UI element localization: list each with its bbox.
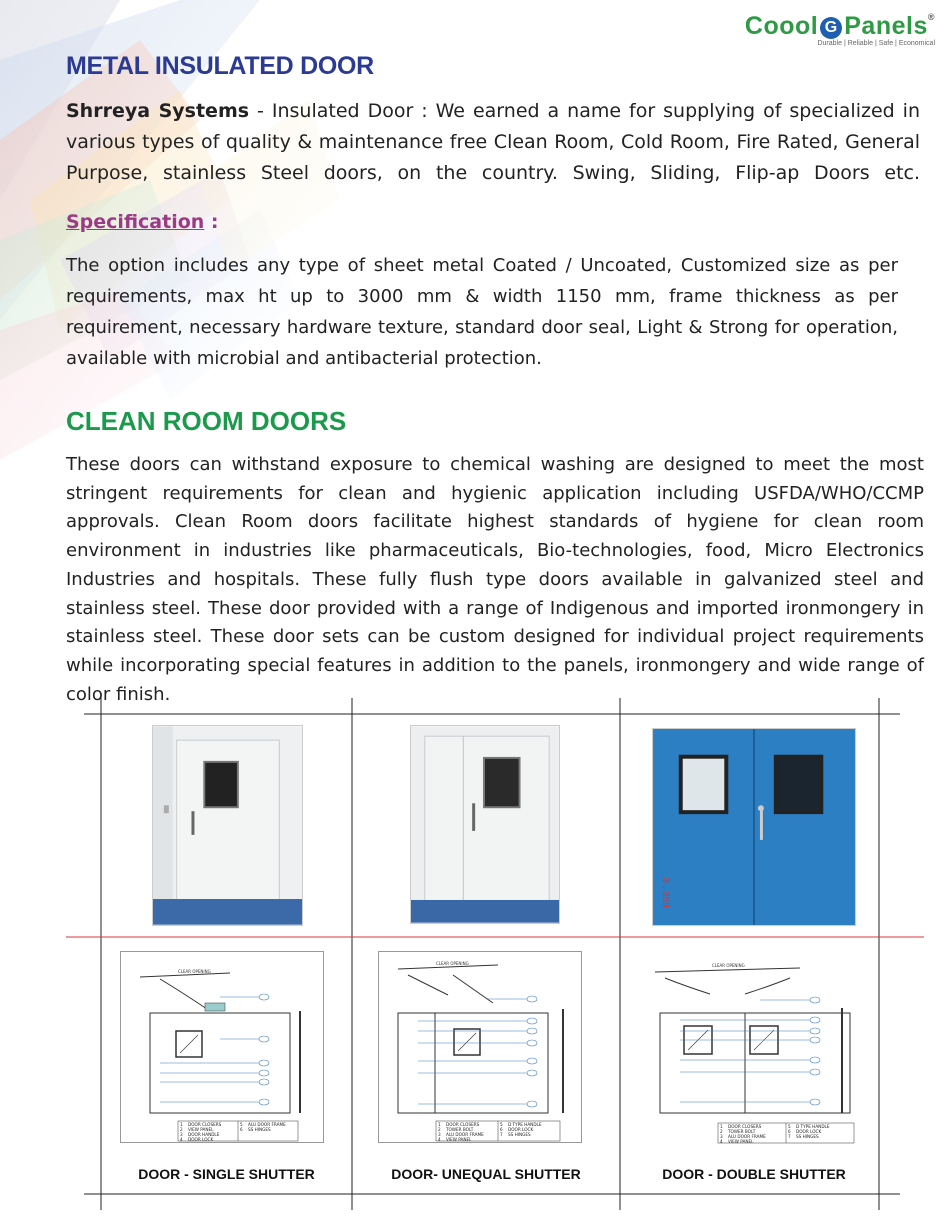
logo-text-panels: Panels (844, 12, 928, 40)
legend-3-7: 7 (788, 1134, 791, 1139)
clear-opening-label: CLEAR OPENING (712, 963, 745, 968)
logo-tagline: Durable | Reliable | Safe | Economical (817, 40, 935, 47)
legend-3-4-text: VIEW PANEL (728, 1139, 754, 1144)
legend-1-4-text: DOOR LOCK (188, 1137, 214, 1142)
legend-2-2: 2 (438, 1127, 441, 1132)
clean-room-paragraph: These doors can withstand exposure to chemical washing are designed to meet the most stringent requirements for clean and hygienic application including USFDA/WHO/CCMP approvals. Clean Room doors facilitate highest standards of hygiene for clean room environment in industries like pharmaceuticals, Bio-technologies, food, Micro Electronics Industries and hospitals. These fully flush type doors available in galvanized steel and stainless steel. These door provided with a range of Indigenous and imported ironmongery in stainless steel. These door sets can be custom designed for individual project requirements while incorporating special features in addition to the panels, ironmongery and wide range of color finish. (66, 454, 924, 705)
legend-1-1: 1 (180, 1122, 183, 1127)
legend-1-2: 2 (180, 1127, 183, 1132)
caption-double-shutter: DOOR - DOUBLE SHUTTER (662, 1166, 846, 1182)
section-title-metal-insulated-door: METAL INSULATED DOOR (66, 52, 374, 80)
legend-1-6-text: SS HINGES (248, 1127, 271, 1132)
photo-stamp: 3 . 359 (659, 877, 671, 908)
legend-3-5-text: D TYPE HANDLE (796, 1124, 830, 1129)
legend-2-6-text: DOOR LOCK (508, 1127, 534, 1132)
legend-3-4: 4 (720, 1139, 723, 1144)
legend-3-1: 1 (720, 1124, 723, 1129)
company-logo (745, 4, 935, 47)
specification-colon: : (204, 211, 219, 233)
double-shutter-diagram (650, 958, 860, 1144)
legend-3-7-text: SS HINGES (796, 1134, 819, 1139)
legend-2-6: 6 (500, 1127, 503, 1132)
legend-3-6: 6 (788, 1129, 791, 1134)
registered-mark: ® (927, 12, 935, 22)
blue-double-door-photo (652, 728, 856, 926)
white-single-door-photo (152, 725, 303, 926)
legend-3-2: 2 (720, 1129, 723, 1134)
single-shutter-diagram (120, 951, 324, 1143)
legend-2-3-text: ALU DOOR FRAME (446, 1132, 484, 1137)
unequal-shutter-diagram (378, 951, 582, 1143)
clear-opening-label: CLEAR OPENING (178, 969, 211, 974)
legend-2-1: 1 (438, 1122, 441, 1127)
legend-1-5: 5 (240, 1122, 243, 1127)
brand-name: Shrreya Systems (66, 100, 250, 122)
caption-single-shutter: DOOR - SINGLE SHUTTER (138, 1166, 315, 1182)
legend-3-3: 3 (720, 1134, 723, 1139)
legend-3-5: 5 (788, 1124, 791, 1129)
legend-2-5: 5 (500, 1122, 503, 1127)
legend-1-3: 3 (180, 1132, 183, 1137)
clear-opening-label: CLEAR OPENING (436, 961, 469, 966)
legend-1-6: 6 (240, 1127, 243, 1132)
legend-2-3: 3 (438, 1132, 441, 1137)
logo-g-icon: G (820, 17, 842, 39)
legend-2-7-text: SS HINGES (508, 1132, 531, 1137)
legend-3-2-text: TOWER BOLT (728, 1129, 756, 1134)
legend-2-1-text: DOOR CLOSERS (446, 1122, 480, 1127)
section-title-clean-room-doors: CLEAN ROOM DOORS (66, 406, 347, 436)
legend-3-6-text: DOOR LOCK (796, 1129, 822, 1134)
legend-1-3-text: DOOR HANDLE (188, 1132, 220, 1137)
legend-2-4: 4 (438, 1137, 441, 1142)
specification-heading (66, 211, 219, 233)
legend-1-5-text: ALU DOOR FRAME (248, 1122, 286, 1127)
intro-text: - Insulated Door : We earned a name for supplying of specialized in various types of quality & maintenance free Clean Room, Cold Room, Fire Rated, General Purpose, stainless Steel doors, on the country. Swing, Sliding, Flip-ap Doors etc. (66, 100, 920, 184)
specification-paragraph: The option includes any type of sheet metal Coated / Uncoated, Customized size as per requirements, max ht up to 3000 mm & width 1150 mm, frame thickness as per requirement, necessary hardware texture, standard door seal, Light & Strong for operation, available with microbial and antibacterial protection. (66, 255, 898, 369)
specification-label: Specification (66, 211, 205, 233)
legend-2-5-text: D TYPE HANDLE (508, 1122, 542, 1127)
legend-3-1-text: DOOR CLOSERS (728, 1124, 762, 1129)
legend-3-3-text: ALU DOOR FRAME (728, 1134, 766, 1139)
legend-1-2-text: VIEW PANEL (188, 1127, 214, 1132)
caption-unequal-shutter: DOOR- UNEQUAL SHUTTER (391, 1166, 581, 1182)
legend-1-4: 4 (180, 1137, 183, 1142)
legend-2-7: 7 (500, 1132, 503, 1137)
intro-paragraph (66, 96, 920, 189)
legend-1-1-text: DOOR CLOSERS (188, 1122, 222, 1127)
legend-2-4-text: VIEW PANEL (446, 1137, 472, 1142)
white-unequal-door-photo (410, 725, 560, 924)
logo-text-coool: Coool (744, 12, 819, 40)
legend-2-2-text: TOWER BOLT (446, 1127, 474, 1132)
